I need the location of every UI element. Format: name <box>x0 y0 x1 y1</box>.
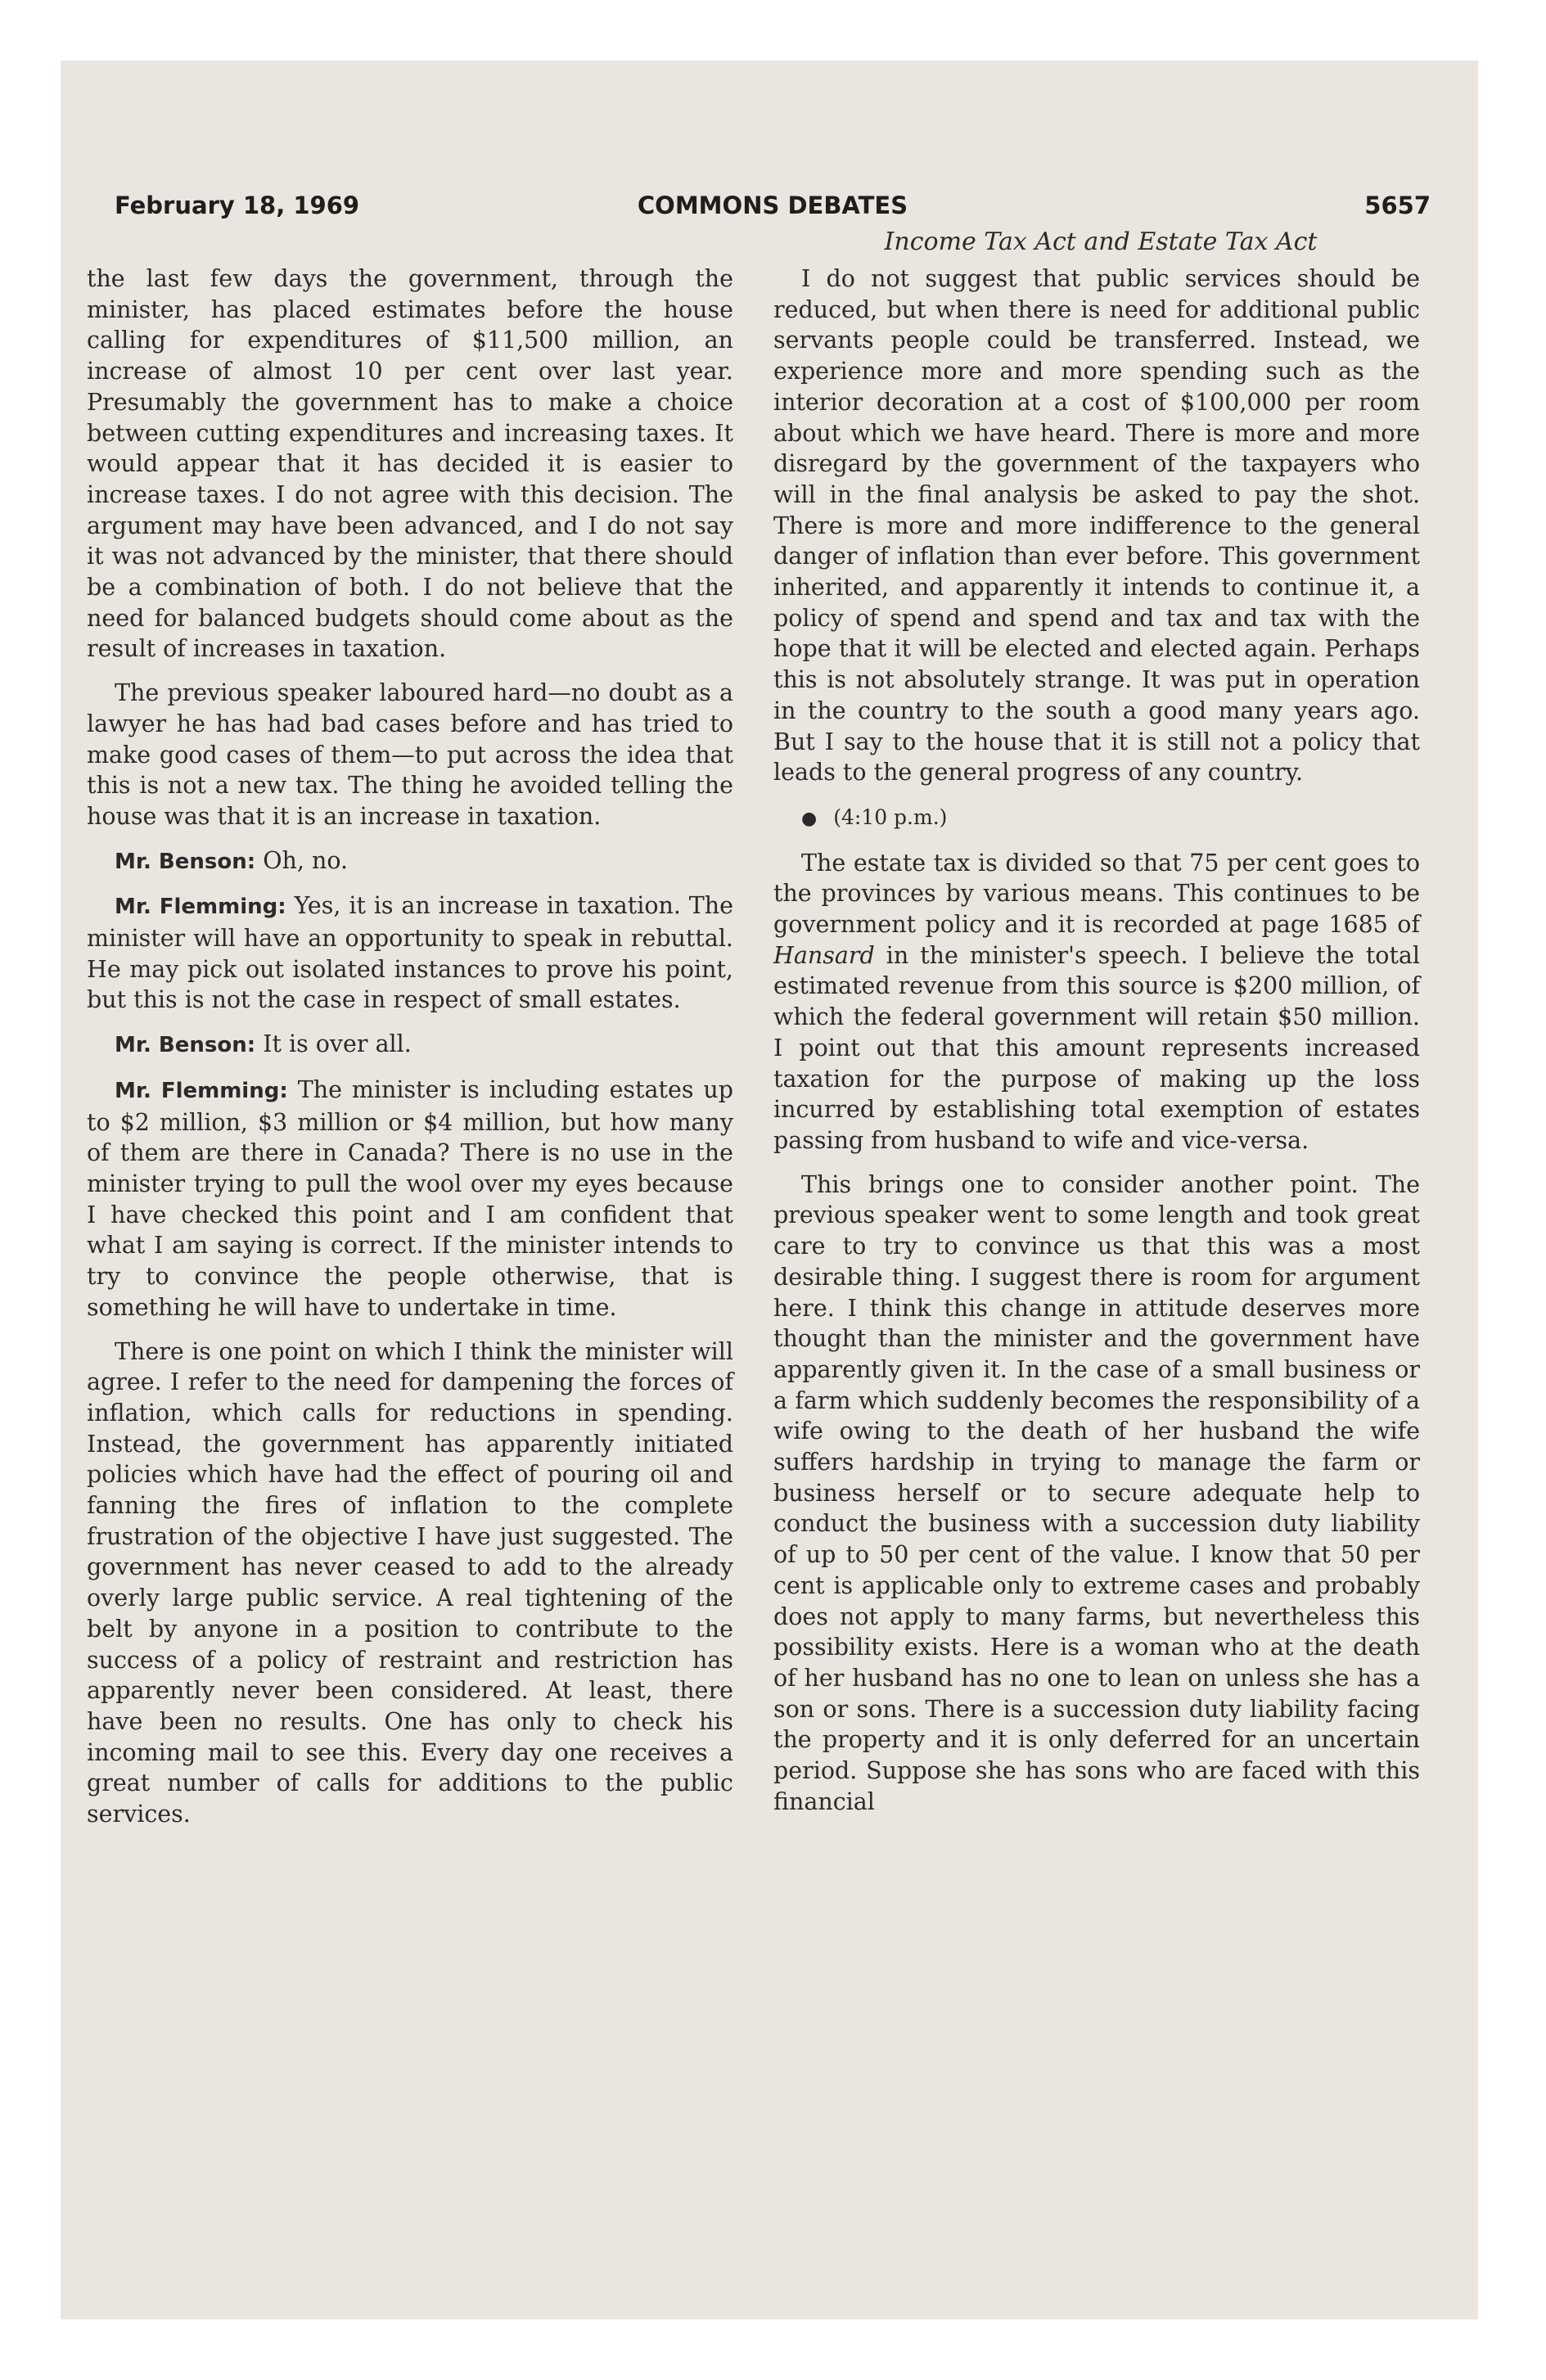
speech <box>87 1075 733 1323</box>
bullet-icon: ● <box>801 808 818 829</box>
hansard-reference: Hansard <box>773 941 875 969</box>
speech-text: The minister is including estates up to $2 million, $3 million or $4 million, but how many of them are there in Canada? There is no use in the minister trying to pull the wool over my eyes because I have checked this point and I am confident that what I am saying is correct. If the minister intends to try to convince the people otherwise, that is something he will have to undertake in time. <box>87 1075 734 1321</box>
speech-text: Yes, it is an increase in taxation. The minister will have an opportunity to speak in rebuttal. He may pick out isolated instances to prove his point, but this is not the case in respect of small estates. <box>87 892 734 1014</box>
speech-text: Oh, no. <box>263 846 349 874</box>
paragraph: I do not suggest that public services should be reduced, but when there is need for additional public servants people could be transferred. Instead, we experience more and more spending such as the interior decoration at a cost of $100,000 per room about which we have heard. There is more and more disregard by the government of the taxpayers who will in the final analysis be asked to pay the shot. There is more and more indifference to the general danger of inflation than ever before. This government inherited, and apparently it intends to continue it, a policy of spend and spend and tax and tax with the hope that it will be elected and elected again. Perhaps this is not absolutely strange. It was put in operation in the country to the south a good many years ago. But I say to the house that it is still not a policy that leads to the general progress of any country. <box>773 265 1420 787</box>
speaker-name: Mr. Flemming: <box>115 1078 288 1103</box>
speech-text: It is over all. <box>263 1030 412 1058</box>
paragraph-text: The estate tax is divided so that 75 per cent goes to the provinces by various means. This continues to be government policy and it is recorded at page 1685 of <box>773 849 1420 939</box>
page-number: 5657 <box>1364 192 1431 219</box>
section-subheader: Income Tax Act and Estate Tax Act <box>884 228 1318 256</box>
paragraph <box>773 848 1420 1156</box>
speech <box>87 1029 733 1062</box>
header-title: COMMONS DEBATES <box>637 192 908 219</box>
speaker-name: Mr. Benson: <box>115 1033 256 1058</box>
paragraph: This brings one to consider another point. The previous speaker went to some length and took great care to try to convince us that this was a most desirable thing. I suggest there is room for argument here. I think this change in attitude deserves more thought than the minister and the government have apparently given it. In the case of a small business or a farm which suddenly becomes the responsibility of a wife owing to the death of her husband the wife suffers hardship in trying to manage the farm or business herself or to secure adequate help to conduct the business with a succession duty liability of up to 50 per cent of the value. I know that 50 per cent is applicable only to extreme cases and probably does not apply to many farms, but nevertheless this possibility exists. Here is a woman who at the death of her husband has no one to lean on unless she has a son or sons. There is a succession duty liability facing the property and it is only deferred for an uncertain period. Suppose she has sons who are faced with this financial <box>773 1170 1420 1815</box>
speech <box>87 845 733 878</box>
timestamp <box>773 801 1420 835</box>
paragraph: There is one point on which I think the minister will agree. I refer to the need for dampening the forces of inflation, which calls for reductions in spending. Instead, the government has apparently initiated policies which have had the effect of pouring oil and fanning the fires of inflation to the complete frustration of the objective I have just suggested. The government has never ceased to add to the already overly large public service. A real tightening of the belt by anyone in a position to contribute to the success of a policy of restraint and restriction has apparently never been considered. At least, there have been no results. One has only to check his incoming mail to see this. Every day one receives a great number of calls for additions to the public services. <box>87 1337 733 1828</box>
timestamp-text: (4:10 p.m.) <box>833 805 948 829</box>
speech <box>87 890 733 1016</box>
paragraph-text: in the minister's speech. I believe the total estimated revenue from this source is $200 million, of which the federal government will retain $50 million. I point out that this amount represents increased taxation for the purpose of making up the loss incurred by establishing total exemption of estates passing from husband to wife and vice-versa. <box>773 941 1420 1154</box>
header-date: February 18, 1969 <box>115 192 360 219</box>
paragraph: the last few days the government, through the minister, has placed estimates before the house calling for expenditures of $11,500 million, an increase of almost 10 per cent over last year. Presumably the government has to make a choice between cutting expenditures and increasing taxes. It would appear that it has decided it is easier to increase taxes. I do not agree with this decision. The argument may have been advanced, and I do not say it was not advanced by the minister, that there should be a combination of both. I do not believe that the need for balanced budgets should come about as the result of increases in taxation. <box>87 265 733 663</box>
right-column <box>773 264 1420 1830</box>
speaker-name: Mr. Benson: <box>115 849 256 874</box>
paragraph: The previous speaker laboured hard—no doubt as a lawyer he has had bad cases before and has tried to make good cases of them—to put across the idea that this is not a new tax. The thing he avoided telling the house was that it is an increase in taxation. <box>87 679 733 830</box>
left-column <box>87 264 733 1843</box>
speaker-name: Mr. Flemming: <box>115 895 286 920</box>
